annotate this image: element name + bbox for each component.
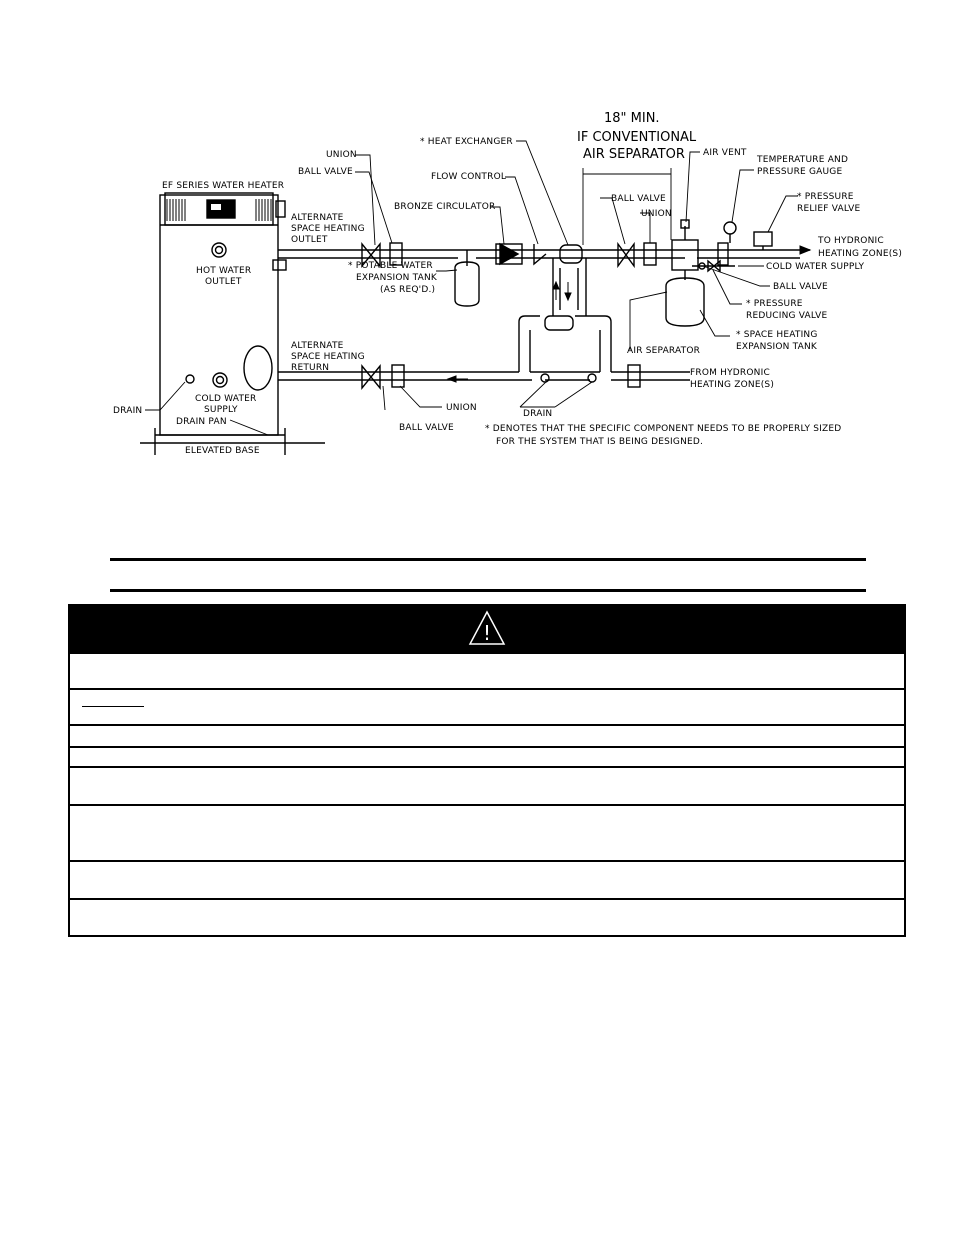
label-alt-outlet-1: ALTERNATE (291, 213, 344, 223)
space-heating-expansion-tank (666, 278, 704, 326)
drain-valve-right (588, 374, 596, 382)
cold-water-supply-fitting (213, 373, 227, 387)
label-union-top: UNION (326, 150, 357, 160)
label-to-zone-1: TO HYDRONIC (818, 236, 884, 246)
label-alt-return-1: ALTERNATE (291, 341, 344, 351)
label-ball-valve-top: BALL VALVE (298, 167, 353, 177)
label-air-separator: AIR SEPARATOR (627, 346, 701, 356)
label-min-2: IF CONVENTIONAL (577, 130, 697, 145)
label-drain-pan: DRAIN PAN (176, 417, 227, 427)
flow-control (534, 244, 546, 264)
label-drain-left: DRAIN (113, 406, 143, 416)
union-right (644, 243, 656, 265)
label-ef-series: EF SERIES WATER HEATER (162, 181, 285, 191)
label-from-zone-1: FROM HYDRONIC (690, 368, 770, 378)
warning-row-5 (70, 766, 904, 806)
heat-exchanger-top (560, 245, 582, 263)
piping-diagram (0, 0, 954, 470)
warning-row-6 (70, 804, 904, 862)
label-space-tank-1: * SPACE HEATING (736, 330, 818, 340)
ball-valve-bottom (362, 366, 380, 388)
label-from-zone-2: HEATING ZONE(S) (690, 380, 775, 390)
temperature-pressure-gauge (724, 222, 736, 234)
label-potable-3: (AS REQ'D.) (380, 285, 436, 295)
label-temp-1: TEMPERATURE AND (757, 155, 849, 165)
label-elevated-base: ELEVATED BASE (185, 446, 260, 456)
warning-row-7 (70, 860, 904, 900)
label-cold-water-2: SUPPLY (204, 405, 238, 415)
label-flow-control: FLOW CONTROL (431, 172, 507, 182)
warning-row-4 (70, 746, 904, 768)
ball-valve-right (618, 244, 634, 266)
label-min-3: AIR SEPARATOR (583, 147, 685, 162)
label-alt-outlet-2: SPACE HEATING (291, 224, 365, 234)
label-ball-valve-right: BALL VALVE (611, 194, 666, 204)
label-potable-2: EXPANSION TANK (356, 273, 438, 283)
label-relief-1: * PRESSURE (797, 192, 854, 202)
warning-header (70, 606, 904, 654)
divider-top (110, 558, 866, 561)
label-prv-2: REDUCING VALVE (746, 311, 828, 321)
warning-row-2-underline (82, 706, 144, 707)
label-cold-supply-right: COLD WATER SUPPLY (766, 262, 865, 272)
union-bottom (392, 365, 404, 387)
label-drain-bottom: DRAIN (523, 409, 553, 419)
label-union-right: UNION (641, 209, 672, 219)
note-line-2: FOR THE SYSTEM THAT IS BEING DESIGNED. (496, 437, 704, 447)
access-panel (244, 346, 272, 390)
label-hot-water-1: HOT WATER (196, 266, 252, 276)
label-cold-water-1: COLD WATER (195, 394, 257, 404)
label-ball-valve-small: BALL VALVE (773, 282, 828, 292)
heat-exchanger-bottom (545, 316, 573, 330)
label-union-bottom: UNION (446, 403, 477, 413)
potable-expansion-tank (455, 262, 479, 306)
svg-text:!: ! (482, 621, 492, 645)
label-alt-return-2: SPACE HEATING (291, 352, 365, 362)
label-min-1: 18" MIN. (604, 111, 660, 126)
label-alt-outlet-3: OUTLET (291, 235, 328, 245)
bronze-circulator (500, 244, 518, 264)
label-hot-water-2: OUTLET (205, 277, 242, 287)
note-line-1: * DENOTES THAT THE SPECIFIC COMPONENT NEEDS TO BE PROPERLY SIZED (485, 424, 842, 434)
label-space-tank-2: EXPANSION TANK (736, 342, 818, 352)
label-bronze-circulator: BRONZE CIRCULATOR (394, 202, 496, 212)
pressure-relief-valve (754, 232, 772, 246)
warning-row-1 (70, 652, 904, 690)
warning-row-8 (70, 898, 904, 937)
warning-triangle-icon (467, 609, 507, 647)
label-air-vent: AIR VENT (703, 148, 747, 158)
label-prv-1: * PRESSURE (746, 299, 803, 309)
label-ball-valve-bottom: BALL VALVE (399, 423, 454, 433)
divider-bottom (110, 589, 866, 592)
warning-row-2 (70, 688, 904, 726)
warning-box (68, 604, 906, 937)
label-to-zone-2: HEATING ZONE(S) (818, 249, 903, 259)
label-potable-1: * POTABLE WATER (348, 261, 433, 271)
label-temp-2: PRESSURE GAUGE (757, 167, 843, 177)
hot-water-outlet-fitting (212, 243, 226, 257)
label-alt-return-3: RETURN (291, 363, 330, 373)
warning-row-3 (70, 724, 904, 748)
label-heat-exchanger: * HEAT EXCHANGER (420, 137, 513, 147)
label-relief-2: RELIEF VALVE (797, 204, 861, 214)
drain-fitting (186, 375, 194, 383)
